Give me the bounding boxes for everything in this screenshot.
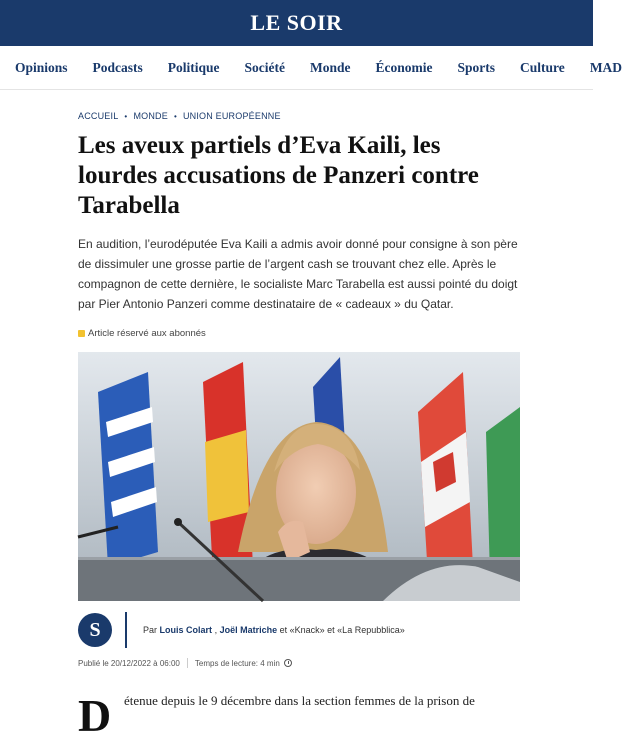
article-title: Les aveux partiels d’Eva Kaili, les lourdes accusations de Panzeri contre Tarabella bbox=[78, 132, 479, 219]
nav-item-politique[interactable]: Politique bbox=[167, 59, 220, 75]
article-body-first-line: étenue depuis le 9 décembre dans la section femmes de la prison de bbox=[124, 693, 475, 708]
author-avatar: S bbox=[78, 613, 112, 647]
article-container bbox=[0, 111, 593, 339]
byline-prefix: Par bbox=[143, 625, 158, 635]
clock-icon bbox=[284, 659, 292, 667]
breadcrumb-monde[interactable]: MONDE bbox=[133, 111, 168, 121]
breadcrumb-separator: • bbox=[173, 111, 177, 121]
premium-badge bbox=[78, 328, 520, 339]
nav-item-podcasts[interactable]: Podcasts bbox=[92, 59, 143, 75]
nav-item-economie[interactable]: Économie bbox=[375, 59, 433, 75]
byline-separator: , bbox=[214, 625, 218, 635]
hero-image bbox=[78, 352, 520, 601]
author-row bbox=[78, 612, 520, 648]
main-nav bbox=[0, 46, 622, 90]
meta-divider bbox=[187, 658, 188, 668]
site-logo[interactable]: LE SOIR bbox=[250, 10, 343, 35]
article-lead: En audition, l’eurodéputée Eva Kaili a admis avoir donné pour consigne à son père de dissimuler une grosse partie de l’argent cash se trouvant chez elle. Après le compagnon de cette dernière, le socialiste Marc Tarabella est aussi pointé du doigt par Pier Antonio Panzeri comme destinataire de « cadeaux » du Qatar. bbox=[78, 237, 518, 311]
article-meta bbox=[78, 658, 292, 668]
nav-item-opinions[interactable]: Opinions bbox=[15, 59, 68, 75]
breadcrumb-separator: • bbox=[124, 111, 128, 121]
breadcrumb bbox=[78, 111, 520, 121]
premium-label: Article réservé aux abonnés bbox=[88, 328, 206, 339]
byline bbox=[143, 625, 405, 635]
byline-rest: et «Knack» et «La Repubblica» bbox=[279, 625, 405, 635]
breadcrumb-accueil[interactable]: ACCUEIL bbox=[78, 111, 119, 121]
author-link-matriche[interactable]: Joël Matriche bbox=[219, 625, 278, 635]
nav-item-monde[interactable]: Monde bbox=[310, 59, 351, 75]
author-link-colart[interactable]: Louis Colart bbox=[159, 625, 213, 635]
dropcap: D bbox=[78, 690, 112, 741]
published-date: Publié le 20/12/2022 à 06:00 bbox=[78, 658, 180, 668]
nav-item-mad[interactable]: MAD bbox=[589, 59, 622, 75]
site-header bbox=[0, 0, 593, 46]
subscriber-icon bbox=[78, 330, 85, 337]
breadcrumb-union-europeenne[interactable]: UNION EUROPÉENNE bbox=[182, 111, 281, 121]
reading-time: Temps de lecture: 4 min bbox=[194, 658, 280, 668]
nav-item-culture[interactable]: Culture bbox=[520, 59, 565, 75]
nav-item-societe[interactable]: Société bbox=[244, 59, 286, 75]
nav-item-sports[interactable]: Sports bbox=[457, 59, 496, 75]
author-divider bbox=[125, 612, 127, 648]
